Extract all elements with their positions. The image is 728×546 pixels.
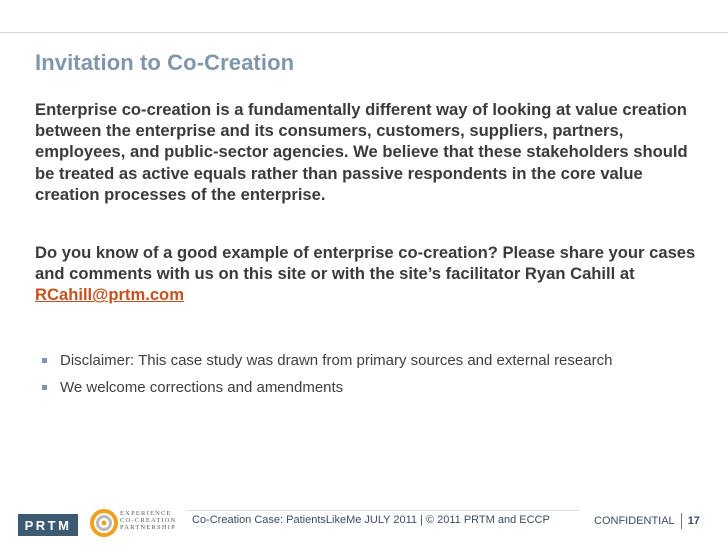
eccp-line: PARTNERSHIP xyxy=(120,524,176,532)
header-rule xyxy=(0,32,728,33)
bullet-list xyxy=(42,347,612,401)
eccp-circle-icon xyxy=(90,509,118,537)
footer-rule xyxy=(186,510,580,511)
footer-caption: Co-Creation Case: PatientsLikeMe JULY 2011 | © 2011 PRTM and ECCP xyxy=(192,514,550,526)
list-item xyxy=(42,347,612,374)
eccp-logo-text xyxy=(120,510,177,532)
bullet-text: We welcome corrections and amendments xyxy=(60,379,344,396)
page-number: 17 xyxy=(687,515,700,527)
confidential-label: CONFIDENTIAL xyxy=(594,515,675,527)
bullet-square-icon xyxy=(42,358,47,363)
list-item xyxy=(42,374,612,401)
slide-title: Invitation to Co-Creation xyxy=(35,50,295,75)
bullet-square-icon xyxy=(42,385,47,390)
confidential-marker xyxy=(594,513,700,529)
intro-paragraph: Enterprise co-creation is a fundamentally different way of looking at value creation between the enterprise and its consumers, customers, suppliers, partners, employees, and public-sector agencies. We believe that these stakeholders should be treated as active equals rather than passive respondents in the core value creation processes of the enterprise. xyxy=(35,100,688,204)
email-link[interactable]: RCahill@prtm.com xyxy=(35,285,184,305)
eccp-line: EXPERIENCE xyxy=(120,510,172,517)
prtm-logo: PRTM xyxy=(18,514,78,536)
bullet-text: Disclaimer: This case study was drawn from primary sources and external research xyxy=(60,352,613,369)
call-to-action-text: Do you know of a good example of enterprise co-creation? Please share your cases and comments with us on this site or with the site’s facilitator Ryan Cahill at xyxy=(35,243,696,284)
footer xyxy=(0,500,728,546)
eccp-logo xyxy=(90,509,180,541)
eccp-line: CO-CREATION xyxy=(120,517,177,525)
divider xyxy=(681,513,682,529)
call-to-action-paragraph xyxy=(35,242,705,306)
